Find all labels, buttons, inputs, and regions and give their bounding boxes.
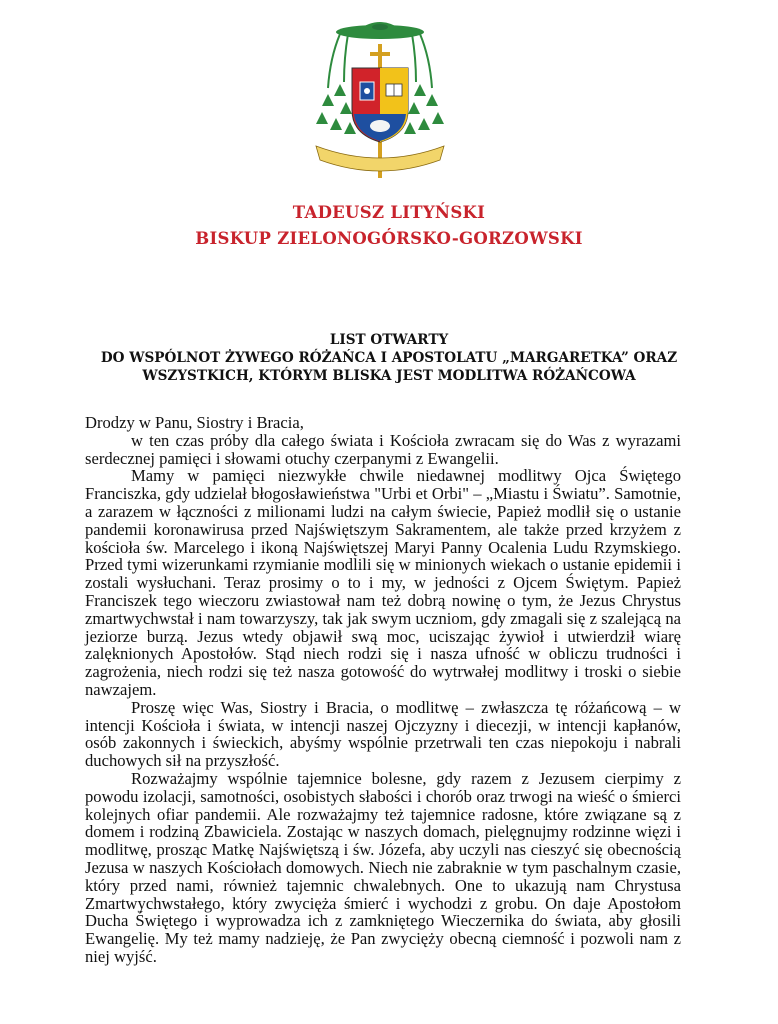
paragraph-3: Proszę więc Was, Siostry i Bracia, o modlitwę – zwłaszcza tę różańcową – w intencji Kościoła i świata, w intencji naszej Ojczyzny i diecezji, w intencji kapłanów, osób zakonnych i świeckich, abyśmy wspólnie przetrwali ten czas niepokoju i nabrali duchowych sił na przyszłość. bbox=[85, 697, 681, 771]
letter-heading-line-1: LIST OTWARTY bbox=[329, 332, 449, 348]
salutation: Drodzy w Panu, Siostry i Bracia, bbox=[85, 413, 304, 432]
paragraph-2: Mamy w pamięci niezwykłe chwile niedawnej modlitwy Ojca Świętego Franciszka, gdy udzielał błogosławieństwa "Urbi et Orbi" – „Miastu i Światu”. Samotnie, a zarazem w łączności z milionami ludzi na całym świecie, Papież modlił się o ustanie pandemii koronawirusa przed Najświętszym Sakramentem, ale także przed krzyżem z kościoła św. Marcelego i ikoną Najświętszej Maryi Panny Ocalenia Ludu Rzymskiego. Przed tymi wizerunkami rzymianie modlili się w minionych wiekach o ustanie epidemii i zostali wysłuchani. Teraz prosimy o to i my, w jedności z Ojcem Świętym. Papież Franciszek tego wieczoru zwiastował nam też dobrą nowinę o tym, że Jezus Chrystus zmartwychwstał i nam towarzyszy, tak jak swym uczniom, gdy zmagali się z szalejącą na jeziorze burzą. Jezus wtedy objawił swą moc, uciszając żywioł i utwierdził wiarę zalęknionych Apostołów. Stąd niech rodzi się i nasza ufność w obliczu trudności i zagrożenia, niech rodzi się też nasza gotowość do wytrwałej modlitwy i troski o siebie nawzajem. bbox=[85, 466, 681, 699]
letter-heading-line-3: WSZYSTKICH, KTÓRYM BLISKA JEST MODLITWA RÓŻAŃCOWA bbox=[142, 368, 636, 384]
author-title: BISKUP ZIELONOGÓRSKO-GORZOWSKI bbox=[195, 229, 583, 248]
letter-heading-line-2: DO WSPÓLNOT ŻYWEGO RÓŻAŃCA I APOSTOLATU „MARGARETKA” ORAZ bbox=[100, 350, 678, 366]
author-name: TADEUSZ LITYŃSKI bbox=[292, 203, 486, 222]
coat-of-arms-emblem bbox=[300, 18, 460, 183]
paragraph-4: Rozważajmy wspólnie tajemnice bolesne, gdy razem z Jezusem cierpimy z powodu izolacji, samotności, osobistych słabości i chorób oraz trwogi na wieść o śmierci kolejnych ofiar pandemii. Ale rozważajmy też tajemnice radosne, które związane są z domem i rodziną Zbawiciela. Zostając w naszych domach, pielęgnujmy rodzinne więzi i modlitwę, prosząc Matkę Najświętszą i św. Józefa, aby uczyli nas cieszyć się obecnością Jezusa w naszych Kościołach domowych. Niech nie zabraknie w tym paschalnym czasie, który przed nami, również tajemnic chwalebnych. One to ukazują nam Chrystusa Zmartwychwstałego, który zwycięża śmierć i wychodzi z grobu. On daje Apostołom Ducha Świętego i wyprowadza ich z zamkniętego Wieczernika do świata, aby głosili Ewangelię. My też mamy nadzieję, że Pan zwycięży obecną ciemność i pozwoli nam z niej wyjść. bbox=[85, 768, 681, 966]
paragraph-1: w ten czas próby dla całego świata i Kościoła zwracam się do Was z wyrazami serdecznej pamięci i słowami otuchy czerpanymi z Ewangelii. bbox=[85, 430, 681, 468]
letter-body bbox=[85, 414, 681, 966]
